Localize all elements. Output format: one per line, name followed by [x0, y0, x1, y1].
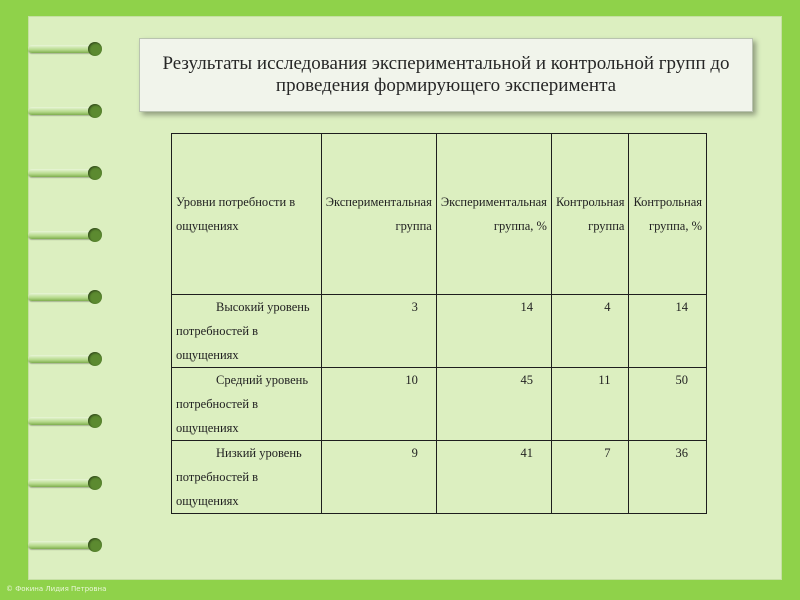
binding-ring-icon	[28, 536, 102, 554]
cell-value: 14	[436, 295, 551, 368]
spiral-binding	[0, 0, 110, 600]
cell-value: 7	[551, 441, 629, 514]
binding-ring-icon	[28, 474, 102, 492]
header-exp-group-percent: Экспериментальная группа, %	[436, 134, 551, 295]
cell-value: 4	[551, 295, 629, 368]
cell-value: 3	[321, 295, 436, 368]
header-control-group: Контрольная группа	[551, 134, 629, 295]
row-label: Средний уровень потребностей в ощущениях	[172, 368, 322, 441]
cell-value: 45	[436, 368, 551, 441]
binding-ring-icon	[28, 40, 102, 58]
table-header-row	[172, 134, 707, 295]
cell-value: 14	[629, 295, 707, 368]
header-exp-group: Экспериментальная группа	[321, 134, 436, 295]
binding-ring-icon	[28, 288, 102, 306]
binding-ring-icon	[28, 226, 102, 244]
binding-ring-icon	[28, 412, 102, 430]
slide-title: Результаты исследования экспериментальной и контрольной групп до проведения формирующего эксперимента	[162, 53, 730, 96]
binding-ring-icon	[28, 350, 102, 368]
table-row	[172, 295, 707, 368]
cell-value: 41	[436, 441, 551, 514]
table-row	[172, 441, 707, 514]
binding-ring-icon	[28, 102, 102, 120]
copyright-footer: © Фокина Лидия Петровна	[6, 585, 107, 593]
cell-value: 9	[321, 441, 436, 514]
table-row	[172, 368, 707, 441]
cell-value: 36	[629, 441, 707, 514]
header-levels: Уровни потребности в ощущениях	[172, 134, 322, 295]
row-label: Низкий уровень потребностей в ощущениях	[172, 441, 322, 514]
cell-value: 10	[321, 368, 436, 441]
binding-ring-icon	[28, 164, 102, 182]
header-control-group-percent: Контрольная группа, %	[629, 134, 707, 295]
title-box	[139, 38, 753, 112]
row-label: Высокий уровень потребностей в ощущениях	[172, 295, 322, 368]
cell-value: 11	[551, 368, 629, 441]
cell-value: 50	[629, 368, 707, 441]
results-table	[171, 133, 707, 514]
